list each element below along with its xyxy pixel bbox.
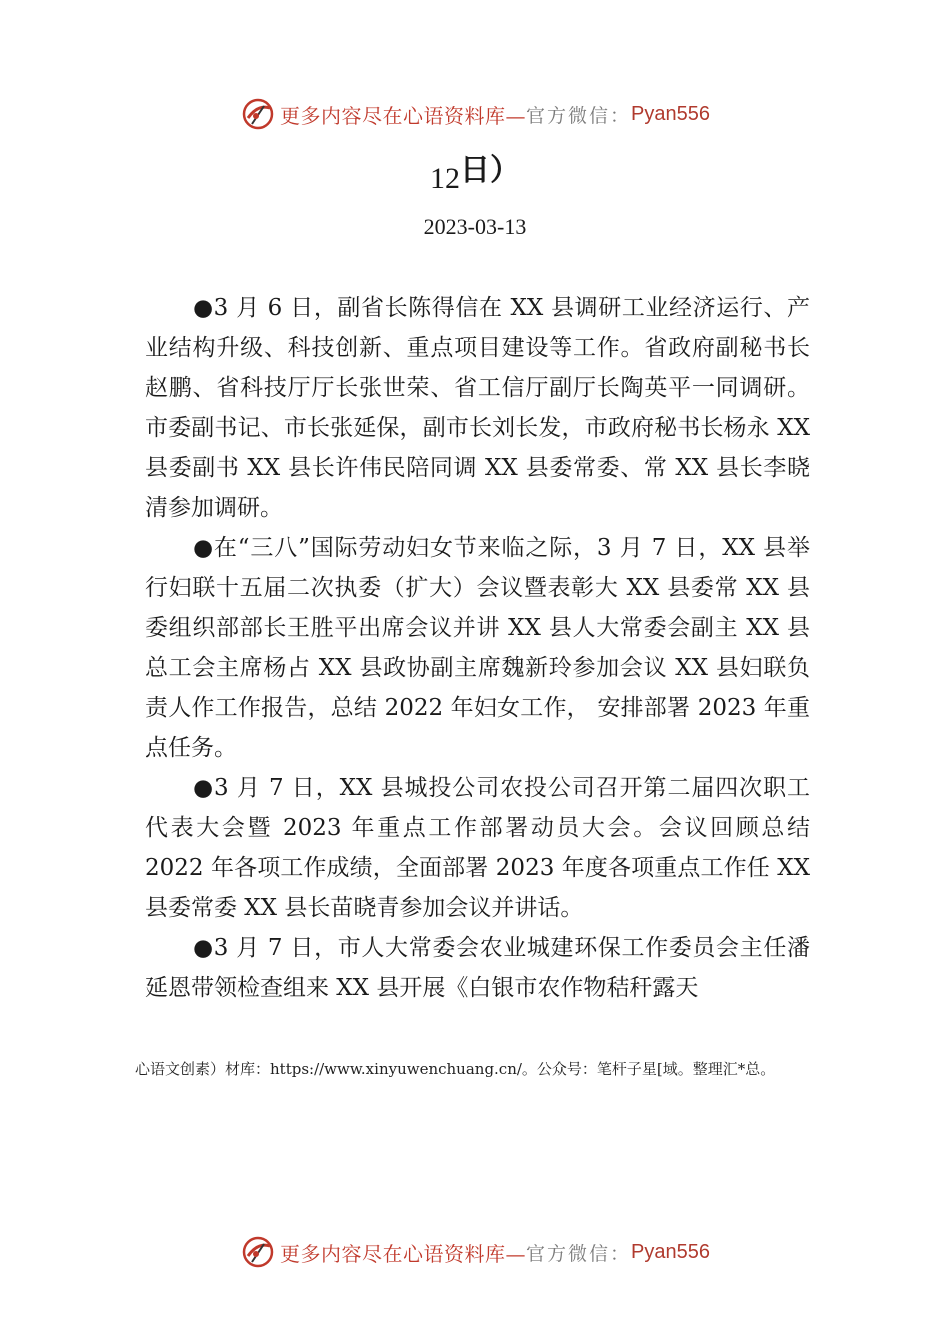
footer-brand-text: 更多内容尽在心语资料库— (280, 1241, 526, 1266)
document-title (0, 145, 950, 195)
title-suffix: 日） (460, 153, 520, 188)
footer-wechat-label: 官方微信： (526, 1242, 632, 1265)
title-number: 12 (430, 162, 460, 195)
paragraph: ●3 月 7 日，市人大常委会农业城建环保工作委员会主任潘延恩带领检查组来 XX 县开展《白银市农作物秸秆露天 (145, 935, 810, 1001)
header-brand-text: 更多内容尽在心语资料库— (280, 103, 526, 128)
footer-note: 心语文创素）材库：https://www.xinyuwenchuang.cn/。公众号：笔杆子星[域。整理汇*总。 (135, 1060, 776, 1078)
document-body (145, 288, 810, 1008)
paragraph: ●3 月 7 日，XX 县城投公司农投公司召开第二届四次职工代表大会暨 2023 年重点工作部署动员大会。会议回顾总结 2022 年各项工作成绩，全面部署 2023 年度各项重点工作任 XX 县委常委 XX 县长苗晓青参加会议并讲话。 (145, 775, 810, 921)
logo-seal-icon (240, 96, 276, 132)
footer-wechat-id: Pyan556 (631, 1240, 710, 1263)
header-banner (0, 94, 950, 134)
paragraph: ●3 月 6 日，副省长陈得信在 XX 县调研工业经济运行、产业结构升级、科技创新、重点项目建设等工作。省政府副秘书长赵鹏、省科技厅厅长张世荣、省工信厅副厅长陶英平一同调研。市委副书记、市长张延保，副市长刘长发，市政府秘书长杨永 XX 县委副书 XX 县长许伟民陪同调 XX 县委常委、常 XX 县长李晓清参加调研。 (145, 295, 810, 521)
paragraph: ●在“三八”国际劳动妇女节来临之际，3 月 7 日，XX 县举行妇联十五届二次执委（扩大）会议暨表彰大 XX 县委常 XX 县委组织部部长王胜平出席会议并讲 XX 县人大常委会副主 XX 县总工会主席杨占 XX 县政协副主席魏新玲参加会议 XX 县妇联负责人作工作报告，总结 2022 年妇女工作， 安排部署 2023 年重点任务。 (145, 535, 810, 761)
footer-banner (0, 1232, 950, 1272)
header-wechat-label: 官方微信： (526, 104, 632, 127)
document-date: 2023-03-13 (423, 214, 527, 239)
logo-seal-icon (240, 1234, 276, 1270)
header-wechat-id: Pyan556 (631, 102, 710, 125)
